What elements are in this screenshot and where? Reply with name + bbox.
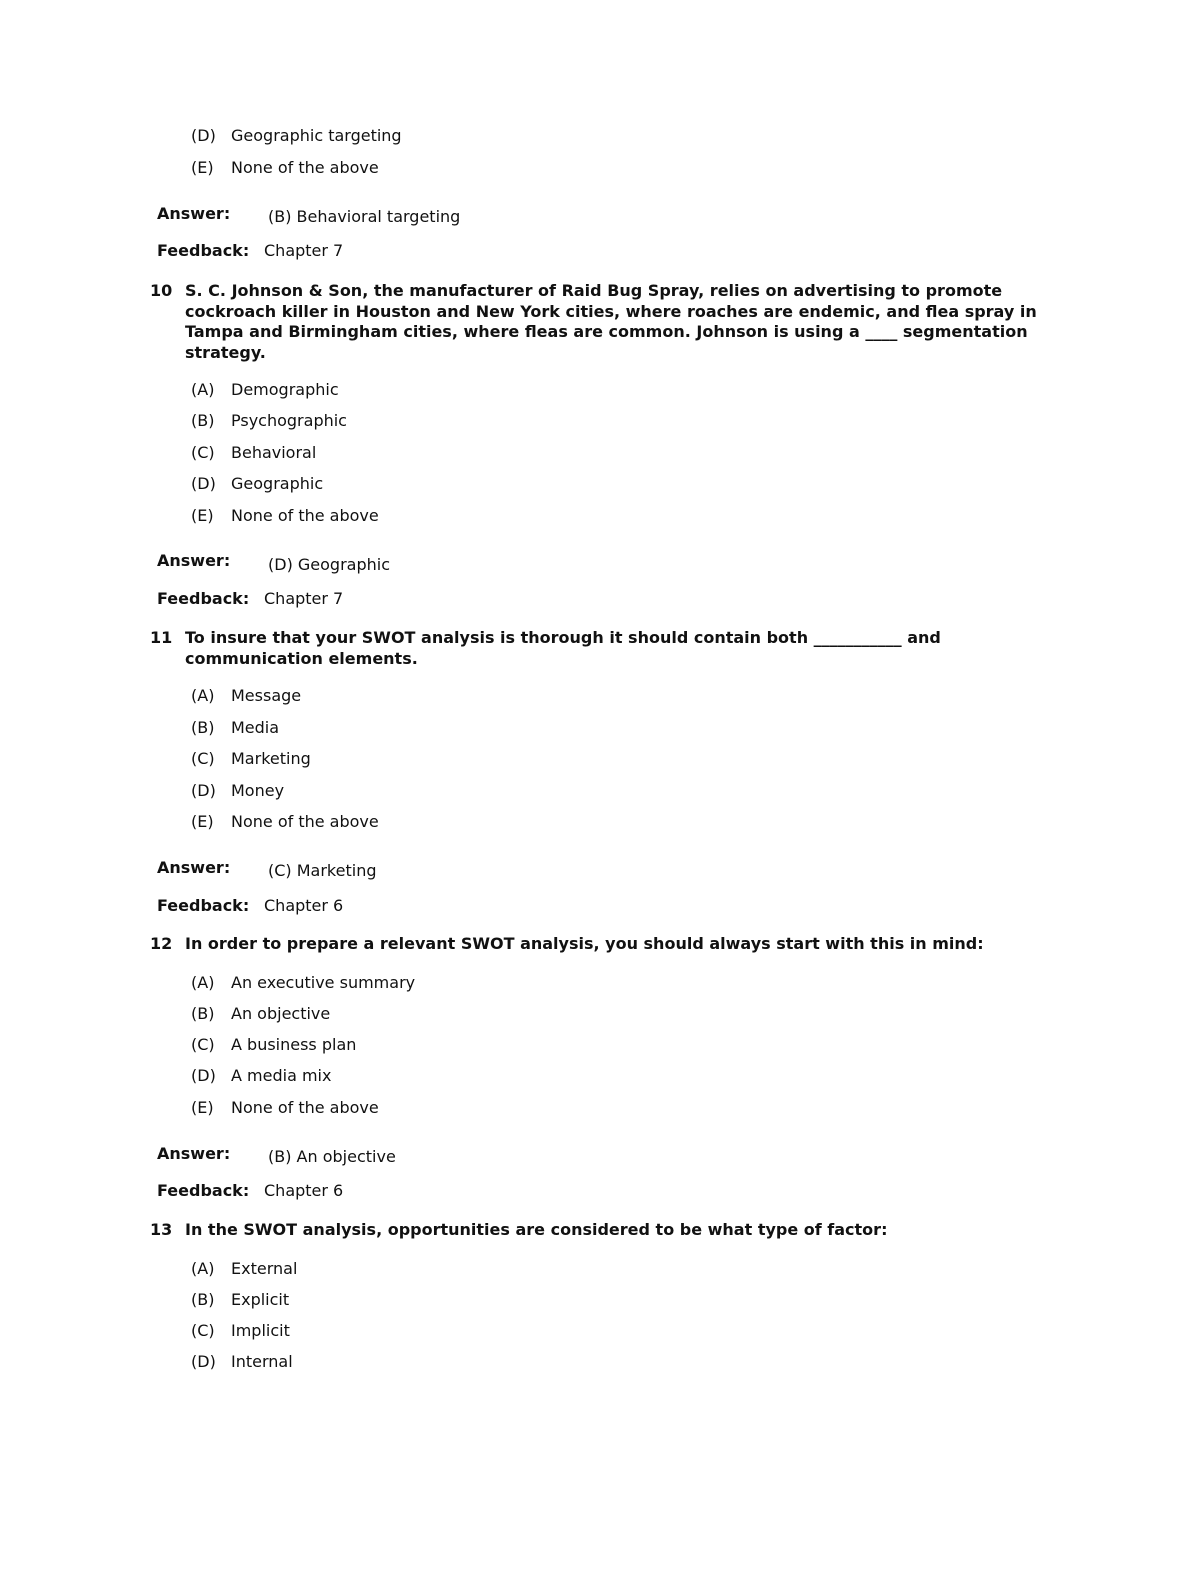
option-letter: (C) (191, 1321, 215, 1340)
option-text: Demographic (231, 380, 339, 399)
question-number-12: 12 (150, 934, 173, 953)
option-text: An executive summary (231, 973, 416, 992)
option-text: An objective (231, 1004, 331, 1023)
question-text-11: To insure that your SWOT analysis is thorough it should contain both ___________ and communication elements. (185, 628, 941, 668)
feedback-label: Feedback: (157, 241, 250, 260)
option-text: None of the above (231, 1098, 379, 1117)
option-10-d (191, 474, 323, 494)
question-text-10: S. C. Johnson & Son, the manufacturer of Raid Bug Spray, relies on advertising to promote cockroach killer in Houston and New York cities, where roaches are endemic, and flea spray in Tampa and Birmingham cities, where fleas are common. Johnson is using a ____ segmentation strategy. (185, 281, 1037, 362)
answer-value: (B) Behavioral targeting (268, 207, 461, 226)
answer-label: Answer: (157, 1144, 231, 1163)
feedback-label: Feedback: (157, 896, 250, 915)
option-text: Geographic (231, 474, 324, 493)
option-10-c (191, 443, 316, 463)
option-text: None of the above (231, 506, 379, 525)
option-11-a (191, 686, 301, 706)
option-text: Message (231, 686, 302, 705)
option-text: None of the above (231, 158, 379, 177)
option-12-c (191, 1035, 356, 1055)
option-letter: (B) (191, 411, 215, 430)
option-letter: (B) (191, 1004, 215, 1023)
option-text: A business plan (231, 1035, 357, 1054)
question-number-11: 11 (150, 628, 173, 647)
option-11-d (191, 781, 284, 801)
option-text: Media (231, 718, 280, 737)
option-letter: (B) (191, 1290, 215, 1309)
option-11-e (191, 812, 379, 832)
option-text: Behavioral (231, 443, 317, 462)
option-13-d (191, 1352, 293, 1372)
question-number-10: 10 (150, 281, 173, 300)
feedback-value: Chapter 6 (264, 1181, 344, 1200)
option-13-a (191, 1259, 297, 1279)
option-12-a (191, 973, 415, 993)
answer-label: Answer: (157, 858, 231, 877)
option-letter: (A) (191, 973, 215, 992)
option-13-c (191, 1321, 290, 1341)
option-text: External (231, 1259, 298, 1278)
option-letter: (E) (191, 158, 214, 177)
option-10-a (191, 380, 339, 400)
option-11-b (191, 718, 279, 738)
option-prev-e (191, 158, 379, 178)
question-text-13: In the SWOT analysis, opportunities are considered to be what type of factor: (185, 1220, 888, 1239)
option-10-e (191, 506, 379, 526)
option-12-e (191, 1098, 379, 1118)
feedback-label: Feedback: (157, 589, 250, 608)
option-10-b (191, 411, 347, 431)
answer-value: (C) Marketing (268, 861, 377, 880)
feedback-label: Feedback: (157, 1181, 250, 1200)
option-letter: (E) (191, 1098, 214, 1117)
option-letter: (A) (191, 686, 215, 705)
feedback-value: Chapter 6 (264, 896, 344, 915)
option-letter: (C) (191, 1035, 215, 1054)
option-text: Implicit (231, 1321, 290, 1340)
option-letter: (A) (191, 1259, 215, 1278)
option-text: None of the above (231, 812, 379, 831)
option-text: Explicit (231, 1290, 290, 1309)
option-letter: (E) (191, 506, 214, 525)
option-letter: (C) (191, 443, 215, 462)
option-text: A media mix (231, 1066, 332, 1085)
option-text: Marketing (231, 749, 311, 768)
answer-label: Answer: (157, 551, 231, 570)
option-letter: (D) (191, 474, 216, 493)
question-text-12: In order to prepare a relevant SWOT analysis, you should always start with this in mind: (185, 934, 984, 953)
option-letter: (D) (191, 1066, 216, 1085)
option-text: Psychographic (231, 411, 347, 430)
answer-value: (B) An objective (268, 1147, 396, 1166)
option-letter: (D) (191, 126, 216, 145)
answer-value: (D) Geographic (268, 555, 390, 574)
option-text: Geographic targeting (231, 126, 402, 145)
option-text: Internal (231, 1352, 293, 1371)
question-number-13: 13 (150, 1220, 173, 1239)
feedback-value: Chapter 7 (264, 241, 344, 260)
option-13-b (191, 1290, 289, 1310)
option-text: Money (231, 781, 285, 800)
option-letter: (E) (191, 812, 214, 831)
option-letter: (D) (191, 781, 216, 800)
option-prev-d (191, 126, 402, 146)
option-letter: (D) (191, 1352, 216, 1371)
option-11-c (191, 749, 311, 769)
option-letter: (C) (191, 749, 215, 768)
option-letter: (B) (191, 718, 215, 737)
option-12-b (191, 1004, 330, 1024)
answer-label: Answer: (157, 204, 231, 223)
option-letter: (A) (191, 380, 215, 399)
feedback-value: Chapter 7 (264, 589, 344, 608)
option-12-d (191, 1066, 331, 1086)
